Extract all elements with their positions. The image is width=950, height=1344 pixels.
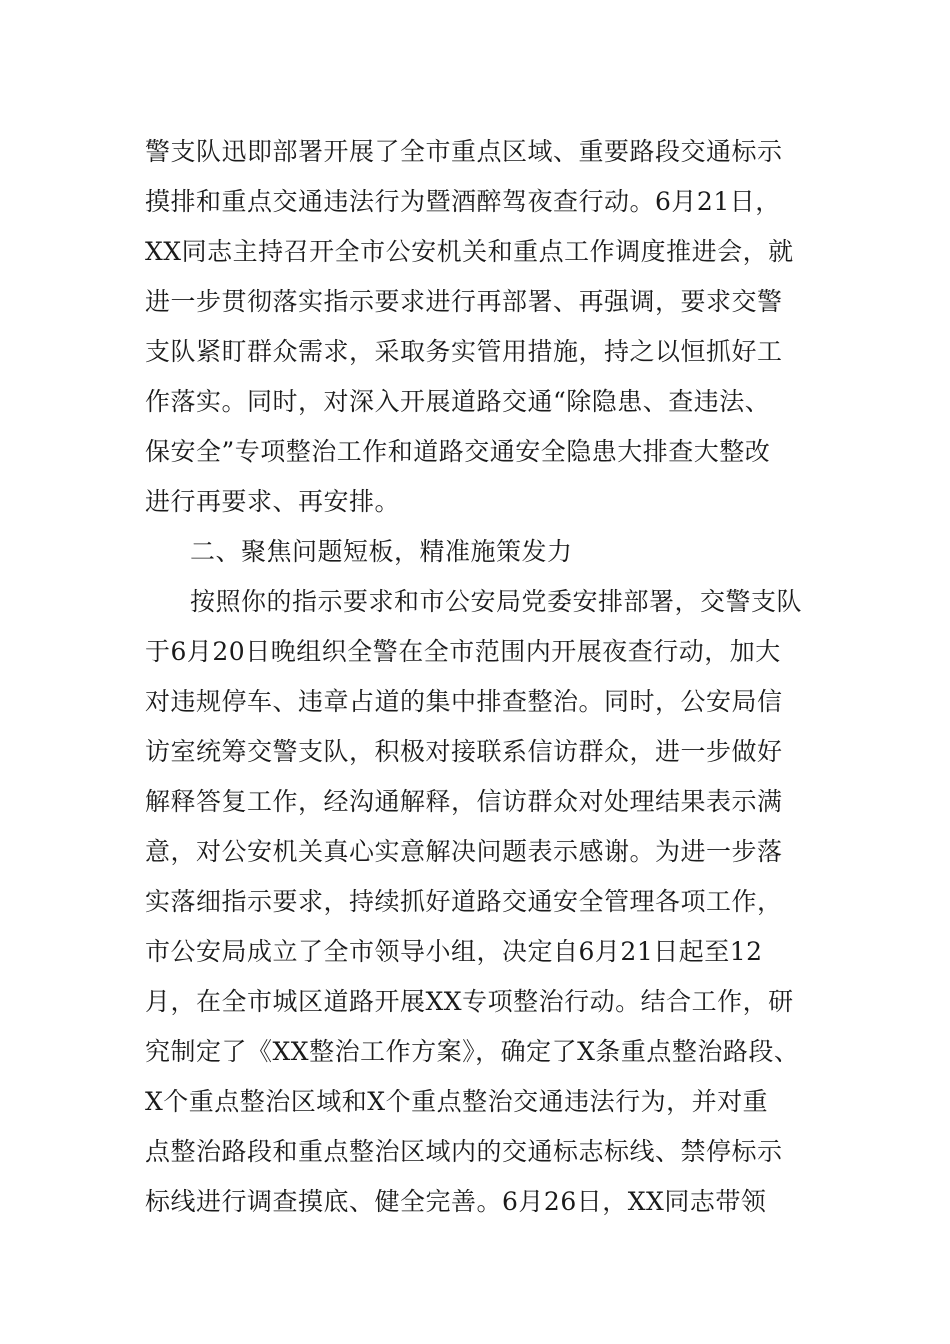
paragraph-line: 解释答复工作，经沟通解释，信访群众对处理结果表示满 [145,787,783,816]
section-heading: 二、聚焦问题短板，精准施策发力 [190,537,573,566]
paragraph-line: 作落实。同时，对深入开展道路交通“除隐患、查违法、 [145,387,771,416]
paragraph-line: 摸排和重点交通违法行为暨酒醉驾夜查行动。6月21日， [145,187,781,216]
paragraph-line: 于6月20日晚组织全警在全市范围内开展夜查行动，加大 [145,637,781,666]
paragraph-line: 点整治路段和重点整治区域内的交通标志标线、禁停标示 [145,1137,783,1166]
paragraph-line: X个重点整治区域和X个重点整治交通违法行为，并对重 [145,1087,769,1116]
paragraph-line: 月，在全市城区道路开展XX专项整治行动。结合工作，研 [145,987,794,1016]
paragraph-line: 究制定了《XX整治工作方案》，确定了X条重点整治路段、 [145,1037,800,1066]
paragraph-line: 支队紧盯群众需求，采取务实管用措施，持之以恒抓好工 [145,337,783,366]
paragraph-line: 市公安局成立了全市领导小组，决定自6月21日起至12 [145,937,763,966]
paragraph-line: 按照你的指示要求和市公安局党委安排部署，交警支队 [190,587,803,616]
paragraph-line: 对违规停车、违章占道的集中排查整治。同时，公安局信 [145,687,783,716]
paragraph-line: 警支队迅即部署开展了全市重点区域、重要路段交通标示 [145,137,783,166]
paragraph-line: 实落细指示要求，持续抓好道路交通安全管理各项工作， [145,887,783,916]
paragraph-line: 访室统筹交警支队，积极对接联系信访群众，进一步做好 [145,737,783,766]
paragraph-line: XX同志主持召开全市公安机关和重点工作调度推进会，就 [145,237,794,266]
paragraph-line: 进一步贯彻落实指示要求进行再部署、再强调，要求交警 [145,287,783,316]
paragraph-line: 进行再要求、再安排。 [145,487,401,516]
paragraph-line: 标线进行调查摸底、健全完善。6月26日，XX同志带领 [145,1187,767,1216]
paragraph-line: 保安全”专项整治工作和道路交通安全隐患大排查大整改 [145,437,771,466]
paragraph-line: 意，对公安机关真心实意解决问题表示感谢。为进一步落 [145,837,783,866]
